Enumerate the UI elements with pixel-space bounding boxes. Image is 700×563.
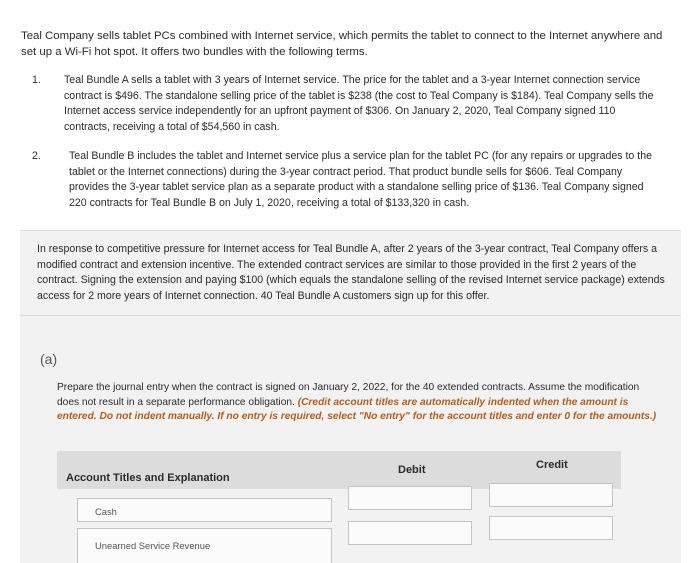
instructions-text: Prepare the journal entry when the contract is signed on January 2, 2022, for the 40 extended contracts. Assume the modification does not result in a separate performance obligation. — [57, 382, 640, 408]
debit-input[interactable] — [348, 521, 472, 545]
account-column-header: Account Titles and Explanation — [66, 472, 230, 484]
item-number: 2. — [32, 150, 41, 162]
part-instructions — [57, 381, 657, 425]
account-title-select[interactable] — [77, 528, 332, 563]
item-text: Teal Bundle A sells a tablet with 3 years of Internet service. The price for the tablet and a 3-year Internet connection service contract is $496. The standalone selling price of the tablet is $238 (the cost to Teal Company is $184). Teal Company sells the Internet access service independently for an upfront payment of $306. On January 2, 2020, Teal Company signed 110 contracts, receiving a total of $54,560 in cash. — [64, 74, 654, 133]
debit-input[interactable] — [348, 486, 472, 510]
debit-column-header: Debit — [398, 464, 426, 476]
part-label: (a) — [40, 351, 58, 367]
instructions-emphasis: (Credit account titles are automatically indented when the amount is entered. Do not indent manually. If no entry is required, select "No entry" for the account titles and enter 0 for the amounts.) — [57, 396, 657, 422]
credit-input[interactable] — [489, 483, 613, 507]
credit-input[interactable] — [489, 516, 613, 540]
account-title-value: Cash — [95, 506, 117, 517]
account-title-select[interactable] — [77, 498, 332, 522]
item-number: 1. — [32, 74, 41, 86]
account-title-value: Unearned Service Revenue — [95, 540, 211, 551]
problem-intro: Teal Company sells tablet PCs combined with Internet service, which permits the tablet to connect to the Internet anywhere and set up a Wi-Fi hot spot. It offers two bundles with the following terms. — [21, 30, 663, 58]
response-paragraph: In response to competitive pressure for Internet access for Teal Bundle A, after 2 years of the 3-year contract, Teal Company offers a modified contract and extension incentive. The extended contract services are similar to those provided in the first 2 years of the contract. Signing the extension and paying $100 (which equals the standalone selling of the revised Internet service package) extends access for 2 more years of Internet connection. 40 Teal Bundle A customers sign up for this offer. — [37, 243, 665, 302]
credit-column-header: Credit — [536, 459, 568, 471]
panel-divider — [20, 315, 681, 316]
item-text: Teal Bundle B includes the tablet and Internet service plus a service plan for the tablet PC (for any repairs or upgrades to the tablet or the Internet connections) during the 3-year contract period. That product bundle sells for $606. Teal Company provides the 3-year tablet service plan as a separate product with a standalone selling price of $136. Teal Company signed 220 contracts for Teal Bundle B on July 1, 2020, receiving a total of $133,320 in cash. — [69, 150, 652, 209]
question-panel — [20, 230, 681, 563]
